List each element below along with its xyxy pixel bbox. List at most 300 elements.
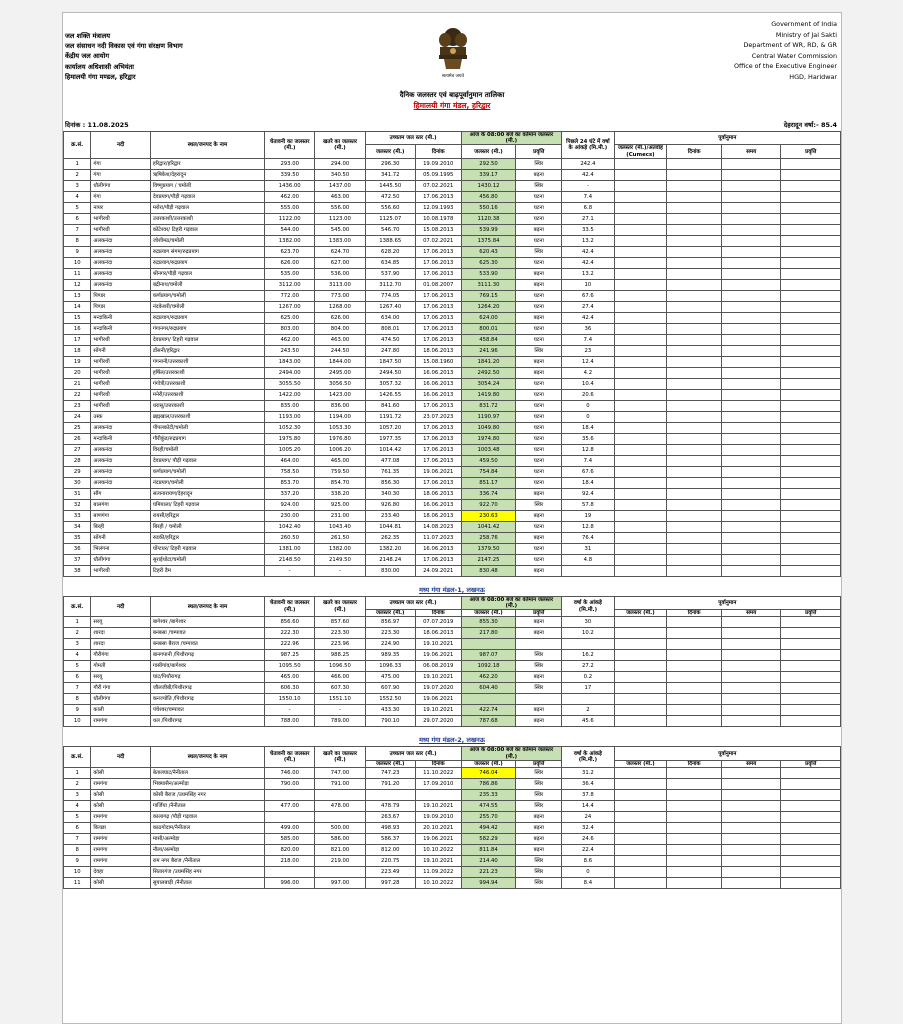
cell-rainfall: 57.8 — [562, 499, 615, 510]
cell-forecast-empty — [614, 779, 667, 790]
cell-rainfall — [562, 565, 615, 576]
cell-forecast-empty — [614, 356, 667, 367]
cell-danger: 223.96 — [315, 639, 365, 650]
ministry-english: Ministry of Jal Sakti — [775, 30, 837, 39]
table-row — [64, 499, 841, 510]
cell-river: मन्दाकिनी — [91, 312, 150, 323]
cell-forecast-empty — [667, 356, 722, 367]
cell-hfl-date: 17.06.2013 — [415, 455, 461, 466]
cell-forecast-empty — [667, 554, 722, 565]
cell-rainfall: 14.4 — [562, 801, 615, 812]
cell-rainfall: 7.4 — [562, 334, 615, 345]
cell-danger: 3056.50 — [315, 378, 365, 389]
cell-hfl-level: 3112.70 — [365, 279, 415, 290]
cell-trend: बढ़ना — [516, 488, 562, 499]
cell-forecast-empty — [781, 334, 841, 345]
cell-river: अलकनंदा — [91, 268, 150, 279]
cell-serial: 4 — [64, 801, 91, 812]
cell-today-level: 1419.80 — [461, 389, 516, 400]
cell-site: सितारगंज /उधमसिंह नगर — [150, 867, 264, 878]
cell-hfl-level: 223.49 — [365, 867, 415, 878]
cell-hfl-level: 472.50 — [365, 191, 415, 202]
cell-warning: 222.30 — [265, 628, 315, 639]
cell-forecast-empty — [667, 290, 722, 301]
cell-serial: 9 — [64, 705, 91, 716]
cell-forecast-empty — [722, 378, 781, 389]
cell-hfl-level: 296.30 — [365, 158, 415, 169]
cell-forecast-empty — [722, 617, 781, 628]
header-hfl-level: जलस्तर (मी.) — [365, 610, 415, 617]
table-row — [64, 323, 841, 334]
table-row — [64, 257, 841, 268]
cell-rainfall: 33.5 — [562, 224, 615, 235]
cell-trend: स्थिर — [516, 867, 562, 878]
cell-today-level: 533.90 — [461, 268, 516, 279]
cell-danger: 1976.80 — [315, 433, 365, 444]
cell-today-level: 422.74 — [461, 705, 516, 716]
cell-hfl-level — [365, 790, 415, 801]
table-himalayan-ganga — [63, 131, 841, 577]
header-forecast: पूर्वानुमान — [614, 596, 840, 609]
cell-today-level: 550.16 — [461, 202, 516, 213]
cell-today-level: 800.01 — [461, 323, 516, 334]
header-forecast-level: जलस्तर (मी.)/अंतर्वाह (Cumecs) — [614, 145, 667, 158]
cell-danger: 747.00 — [315, 768, 365, 779]
cell-river: सरयू — [91, 617, 150, 628]
cell-serial: 1 — [64, 768, 91, 779]
cell-forecast-empty — [614, 768, 667, 779]
table-row — [64, 510, 841, 521]
cell-hfl-level: 341.72 — [365, 169, 415, 180]
cell-danger: 338.20 — [315, 488, 365, 499]
cell-forecast-empty — [781, 323, 841, 334]
cell-hfl-level: 808.01 — [365, 323, 415, 334]
cell-hfl-level: 1014.42 — [365, 444, 415, 455]
cell-hfl-level: 433.30 — [365, 705, 415, 716]
cell-warning: 337.20 — [265, 488, 315, 499]
cell-forecast-empty — [722, 661, 781, 672]
header-forecast-date: दिनांक — [667, 145, 722, 158]
cell-forecast-empty — [667, 510, 722, 521]
cell-forecast-empty — [614, 202, 667, 213]
cell-trend: घटना — [516, 378, 562, 389]
cell-forecast-empty — [614, 499, 667, 510]
cell-hfl-level: 247.80 — [365, 345, 415, 356]
cell-hfl-level: 1388.65 — [365, 235, 415, 246]
cell-forecast-empty — [614, 856, 667, 867]
table-row — [64, 812, 841, 823]
cell-danger: 791.00 — [315, 779, 365, 790]
cell-river: भागीरथी — [91, 565, 150, 576]
cell-danger — [315, 790, 365, 801]
cell-warning: 555.00 — [265, 202, 315, 213]
cell-rainfall: 6.8 — [562, 202, 615, 213]
cell-rainfall: 7.4 — [562, 455, 615, 466]
cell-danger: 261.50 — [315, 532, 365, 543]
table-row — [64, 823, 841, 834]
cell-warning: 293.00 — [265, 158, 315, 169]
cell-forecast-empty — [667, 639, 722, 650]
cell-rainfall: - — [562, 180, 615, 191]
cell-forecast-empty — [781, 400, 841, 411]
cell-site: विरही/चमोली — [150, 444, 264, 455]
cell-forecast-empty — [667, 845, 722, 856]
cell-hfl-level: 556.60 — [365, 202, 415, 213]
cell-serial: 7 — [64, 834, 91, 845]
cell-hfl-date — [415, 790, 461, 801]
cell-forecast-empty — [781, 367, 841, 378]
cell-serial: 35 — [64, 532, 91, 543]
cell-forecast-empty — [667, 433, 722, 444]
cell-site: कोटेश्वर/ टिहरी गढ़वाल — [150, 224, 264, 235]
cell-site: घोंग्टधर/ टिहरी गढ़वाल — [150, 543, 264, 554]
cell-forecast-empty — [781, 768, 841, 779]
cell-forecast-empty — [614, 444, 667, 455]
table-row — [64, 312, 841, 323]
cell-danger: 624.70 — [315, 246, 365, 257]
header-forecast-time: समय — [722, 145, 781, 158]
cell-hfl-level: 586.37 — [365, 834, 415, 845]
header-rainfall: वर्षा के आंकड़े (मि.मी.) — [562, 596, 615, 617]
cell-trend: बढ़ना — [516, 367, 562, 378]
cell-forecast-empty — [722, 213, 781, 224]
cell-danger: 1123.00 — [315, 213, 365, 224]
cell-forecast-empty — [722, 488, 781, 499]
cell-forecast-empty — [667, 235, 722, 246]
cell-hfl-date: 16.06.2013 — [415, 378, 461, 389]
table-row — [64, 790, 841, 801]
cell-forecast-empty — [722, 768, 781, 779]
cell-today-level: 336.74 — [461, 488, 516, 499]
table-row — [64, 466, 841, 477]
header-forecast: पूर्वानुमान — [614, 132, 840, 145]
date-line — [63, 118, 841, 131]
cell-hfl-date: 01.08.2007 — [415, 279, 461, 290]
cell-serial: 29 — [64, 466, 91, 477]
cell-today-level: 1375.84 — [461, 235, 516, 246]
cell-danger: 854.70 — [315, 477, 365, 488]
cell-serial: 1 — [64, 617, 91, 628]
header-highest-flood-level: उच्चतम जल स्तर (मी.) — [365, 596, 461, 609]
cell-rainfall: 242.4 — [562, 158, 615, 169]
cell-serial: 3 — [64, 790, 91, 801]
cell-forecast-empty — [722, 169, 781, 180]
cell-serial: 3 — [64, 180, 91, 191]
header-hfl-level: जलस्तर (मी.) — [365, 145, 415, 158]
cell-forecast-empty — [722, 801, 781, 812]
cell-forecast-empty — [781, 650, 841, 661]
cell-site: हर्षिल/उत्तरकाशी — [150, 367, 264, 378]
cell-hfl-level: 989.35 — [365, 650, 415, 661]
cell-trend: घटना — [516, 323, 562, 334]
cell-forecast-empty — [614, 543, 667, 554]
cell-danger — [315, 867, 365, 878]
cell-forecast-empty — [614, 268, 667, 279]
table-row — [64, 705, 841, 716]
cell-river: काली — [91, 705, 150, 716]
header-today-trend: प्रवृत्ति — [516, 145, 562, 158]
cell-warning: 465.00 — [265, 672, 315, 683]
cell-hfl-level: 1847.50 — [365, 356, 415, 367]
cell-today-level: 811.84 — [461, 845, 516, 856]
cell-trend: बढ़ना — [516, 716, 562, 727]
cell-today-level: 2492.50 — [461, 367, 516, 378]
cell-forecast-empty — [667, 279, 722, 290]
cell-site: डोंसनी/हरिद्वार — [150, 345, 264, 356]
cell-rainfall: 27.2 — [562, 661, 615, 672]
cell-hfl-level: 546.70 — [365, 224, 415, 235]
cell-forecast-empty — [781, 521, 841, 532]
cell-forecast-empty — [667, 191, 722, 202]
table-row — [64, 801, 841, 812]
cell-forecast-empty — [781, 169, 841, 180]
cell-site: भिक्यासैन/अल्मोड़ा — [150, 779, 264, 790]
cell-hfl-date: 07.07.2019 — [415, 617, 461, 628]
cell-danger: 340.50 — [315, 169, 365, 180]
cell-forecast-empty — [667, 455, 722, 466]
ministry-hindi: जल शक्ति मंत्रालय — [65, 32, 111, 40]
cell-serial: 10 — [64, 867, 91, 878]
cell-warning: 853.70 — [265, 477, 315, 488]
cell-hfl-level: 474.50 — [365, 334, 415, 345]
cell-forecast-empty — [722, 400, 781, 411]
cell-serial: 34 — [64, 521, 91, 532]
cell-rainfall: 45.6 — [562, 716, 615, 727]
cell-forecast-empty — [781, 672, 841, 683]
cell-hfl-date: 19.06.2021 — [415, 834, 461, 845]
cell-hfl-date: 17.06.2013 — [415, 334, 461, 345]
cell-hfl-level: 340.30 — [365, 488, 415, 499]
cell-danger: 1423.00 — [315, 389, 365, 400]
cell-serial: 32 — [64, 499, 91, 510]
cell-today-level: 922.70 — [461, 499, 516, 510]
cell-trend: घटना — [516, 334, 562, 345]
cell-danger: 627.00 — [315, 257, 365, 268]
cell-forecast-empty — [614, 867, 667, 878]
cell-warning: 218.00 — [265, 856, 315, 867]
cell-danger: 925.00 — [315, 499, 365, 510]
cell-forecast-empty — [614, 705, 667, 716]
cell-site: ब्रह्मखाल/उत्तरकाशी — [150, 411, 264, 422]
cell-warning: 835.00 — [265, 400, 315, 411]
cell-rainfall: 23 — [562, 345, 615, 356]
cell-trend: बढ़ना — [516, 532, 562, 543]
cell-trend: बढ़ना — [516, 617, 562, 628]
cell-forecast-empty — [614, 169, 667, 180]
cell-forecast-empty — [614, 246, 667, 257]
cell-trend: स्थिर — [516, 158, 562, 169]
cell-warning: 222.96 — [265, 639, 315, 650]
cell-river: भिलंगना — [91, 543, 150, 554]
cell-site: पंचेश्वर/चम्पावत — [150, 705, 264, 716]
cell-rainfall: 0 — [562, 867, 615, 878]
table-row — [64, 378, 841, 389]
cell-forecast-empty — [781, 268, 841, 279]
cell-forecast-empty — [722, 224, 781, 235]
cell-forecast-empty — [614, 290, 667, 301]
cell-serial: 25 — [64, 422, 91, 433]
cell-river: पिण्डर — [91, 301, 150, 312]
cell-rainfall — [562, 694, 615, 705]
report-sheet — [62, 12, 842, 1024]
cell-rainfall: 4.8 — [562, 554, 615, 565]
cell-forecast-empty — [781, 224, 841, 235]
header-forecast-time: समय — [722, 760, 781, 767]
cell-river: धौलीगंगा — [91, 694, 150, 705]
cell-rainfall: 27.4 — [562, 301, 615, 312]
cell-today-level: 625.30 — [461, 257, 516, 268]
cell-rainfall: 0.2 — [562, 672, 615, 683]
cell-site: कर्णप्रयाग/चमोली — [150, 466, 264, 477]
header-danger-level: खतरे का जलस्तर (मी.) — [315, 596, 365, 617]
cell-forecast-empty — [722, 694, 781, 705]
cell-warning: 772.00 — [265, 290, 315, 301]
cell-forecast-empty — [667, 650, 722, 661]
cell-serial: 26 — [64, 433, 91, 444]
cell-forecast-empty — [722, 834, 781, 845]
cell-forecast-empty — [781, 705, 841, 716]
table-row — [64, 554, 841, 565]
cell-warning: 1436.00 — [265, 180, 315, 191]
cell-forecast-empty — [614, 617, 667, 628]
cell-forecast-empty — [667, 367, 722, 378]
cell-serial: 28 — [64, 455, 91, 466]
cell-forecast-empty — [722, 499, 781, 510]
header-current-level: आज के 08:00 बजे का वर्तमान जलस्तर (मी.) — [461, 596, 562, 609]
cell-forecast-empty — [722, 716, 781, 727]
cell-trend: स्थिर — [516, 246, 562, 257]
cell-river: कोसी — [91, 768, 150, 779]
cell-hfl-date: 19.06.2021 — [415, 650, 461, 661]
cell-warning: 1052.30 — [265, 422, 315, 433]
cell-site: बिरही / चमोली — [150, 521, 264, 532]
table-row — [64, 279, 841, 290]
cell-warning: 924.00 — [265, 499, 315, 510]
cell-river: सौंग — [91, 488, 150, 499]
cell-serial: 11 — [64, 268, 91, 279]
cell-today-level: 994.94 — [461, 878, 516, 889]
cell-forecast-empty — [722, 235, 781, 246]
cell-warning: 1843.00 — [265, 356, 315, 367]
cell-rainfall: 18.4 — [562, 422, 615, 433]
cell-hfl-level: 2148.24 — [365, 554, 415, 565]
cell-forecast-empty — [722, 705, 781, 716]
cell-serial: 33 — [64, 510, 91, 521]
cell-danger: 607.30 — [315, 683, 365, 694]
cell-trend: बढ़ना — [516, 279, 562, 290]
cell-rainfall: 20.6 — [562, 389, 615, 400]
cell-hfl-date: 23.07.2023 — [415, 411, 461, 422]
header-serial: क्र.सं. — [64, 596, 91, 617]
cell-forecast-empty — [667, 345, 722, 356]
cell-today-level: 1379.50 — [461, 543, 516, 554]
cell-forecast-empty — [667, 268, 722, 279]
cell-site: नौला/अल्मोड़ा — [150, 845, 264, 856]
cell-danger: 223.30 — [315, 628, 365, 639]
cell-river: बालगंगा — [91, 499, 150, 510]
cell-forecast-empty — [614, 672, 667, 683]
cell-site: टिहरी डैम — [150, 565, 264, 576]
cell-hfl-level: 262.35 — [365, 532, 415, 543]
cell-serial: 4 — [64, 191, 91, 202]
cell-trend: बढ़ना — [516, 845, 562, 856]
cell-trend: घटना — [516, 290, 562, 301]
cell-danger: 545.00 — [315, 224, 365, 235]
cell-forecast-empty — [614, 279, 667, 290]
cell-trend: स्थिर — [516, 650, 562, 661]
cell-forecast-empty — [722, 455, 781, 466]
cell-danger: 536.00 — [315, 268, 365, 279]
table-row — [64, 768, 841, 779]
cell-rainfall: 42.4 — [562, 169, 615, 180]
cell-serial: 30 — [64, 477, 91, 488]
cell-river: रामगंगा — [91, 716, 150, 727]
cell-forecast-empty — [667, 422, 722, 433]
cell-rainfall: 10.2 — [562, 628, 615, 639]
cell-hfl-date: 29.07.2020 — [415, 716, 461, 727]
cell-hfl-date: 17.06.2013 — [415, 268, 461, 279]
cell-forecast-empty — [722, 191, 781, 202]
table-row — [64, 202, 841, 213]
cell-forecast-empty — [722, 345, 781, 356]
table-row — [64, 411, 841, 422]
cell-forecast-empty — [667, 411, 722, 422]
cell-forecast-empty — [722, 301, 781, 312]
cell-trend: स्थिर — [516, 779, 562, 790]
cell-trend — [516, 694, 562, 705]
cell-warning: 585.00 — [265, 834, 315, 845]
cell-rainfall: 8.4 — [562, 878, 615, 889]
cell-today-level: 830.48 — [461, 565, 516, 576]
cell-forecast-empty — [722, 411, 781, 422]
cell-site: गंगानगर/रुद्रप्रयाग — [150, 323, 264, 334]
cell-river: रामगंगा — [91, 812, 150, 823]
cell-serial: 8 — [64, 235, 91, 246]
cell-site: गंगनानी/उत्तरकाशी — [150, 356, 264, 367]
cell-warning: 3055.50 — [265, 378, 315, 389]
cell-trend: बढ़ना — [516, 823, 562, 834]
cell-forecast-empty — [614, 823, 667, 834]
cell-serial: 12 — [64, 279, 91, 290]
cell-river: बिरही — [91, 521, 150, 532]
section-title-mgd2: मध्य गंगा मंडल-2, लखनऊ — [419, 736, 485, 745]
cell-danger: 478.00 — [315, 801, 365, 812]
cell-hfl-date: 17.06.2013 — [415, 246, 461, 257]
cell-hfl-date: 05.09.1995 — [415, 169, 461, 180]
cell-river: रामगंगा — [91, 845, 150, 856]
cell-river: शारदा — [91, 639, 150, 650]
cell-site: ऋषिकेश/देहरादून — [150, 169, 264, 180]
cell-today-level: 255.70 — [461, 812, 516, 823]
cell-hfl-date: 18.06.2013 — [415, 345, 461, 356]
cell-danger: 556.00 — [315, 202, 365, 213]
cell-river: अलकनंदा — [91, 455, 150, 466]
cell-trend: घटना — [516, 554, 562, 565]
cell-hfl-date: 16.06.2013 — [415, 499, 461, 510]
cell-forecast-empty — [614, 477, 667, 488]
cell-danger: 789.00 — [315, 716, 365, 727]
cell-today-level: 292.50 — [461, 158, 516, 169]
cell-river: मन्दाकिनी — [91, 323, 150, 334]
cell-rainfall: 13.2 — [562, 268, 615, 279]
cell-hfl-date: 15.08.1960 — [415, 356, 461, 367]
cell-forecast-empty — [781, 856, 841, 867]
cell-serial: 38 — [64, 565, 91, 576]
cell-warning: 790.00 — [265, 779, 315, 790]
cell-trend: स्थिर — [516, 878, 562, 889]
cell-hfl-date: 17.06.2013 — [415, 191, 461, 202]
cell-hfl-date: 17.06.2013 — [415, 444, 461, 455]
